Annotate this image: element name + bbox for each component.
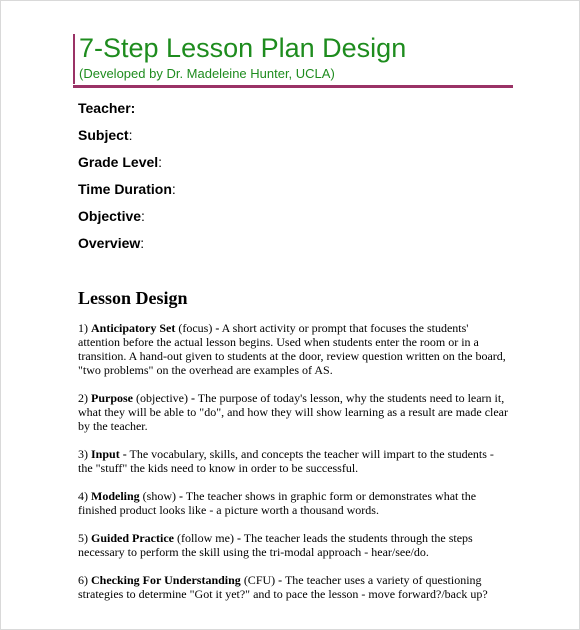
field-label: Time Duration: [78, 181, 172, 197]
step-name: Guided Practice: [91, 531, 174, 545]
step-text: The vocabulary, skills, and concepts the teacher will impart to the students - the "stuff" the kids need to know in order to be successful.: [78, 447, 494, 475]
step-purpose: [78, 391, 510, 433]
step-name: Input: [91, 447, 120, 461]
step-paren: (focus): [178, 321, 213, 335]
step-text: The teacher shows in graphic form or demonstrates what the finished product looks like - a picture worth a thousand words.: [78, 489, 477, 517]
field-grade-level: [78, 154, 176, 181]
step-dash: -: [179, 489, 183, 503]
step-paren: (CFU): [243, 573, 276, 587]
step-guided-practice: [78, 531, 510, 559]
field-colon: :: [128, 127, 133, 143]
step-name: Checking For Understanding: [91, 573, 241, 587]
field-colon: :: [158, 154, 163, 170]
step-text: The purpose of today's lesson, why the students need to learn it, what they will be able to "do", and how they will show learning as a result are made clear by the teacher.: [78, 391, 508, 433]
step-number: 1): [78, 321, 88, 335]
lesson-steps-list: [78, 321, 510, 615]
field-label: Objective: [78, 208, 142, 224]
step-paren: (objective): [136, 391, 188, 405]
step-paren: (follow me): [176, 531, 234, 545]
field-colon: :: [140, 235, 145, 251]
step-number: 6): [78, 573, 88, 587]
step-dash: -: [190, 391, 195, 405]
step-number: 5): [78, 531, 88, 545]
field-label: Grade Level: [78, 154, 159, 170]
lesson-info-fields: [78, 100, 176, 262]
field-colon: :: [141, 208, 145, 224]
step-checking-for-understanding: [78, 573, 510, 601]
step-text: The teacher uses a variety of questioning strategies to determine "Got it yet?" and to pace the lesson - move forward?/back up?: [78, 573, 488, 601]
document-title: 7-Step Lesson Plan Design: [79, 33, 407, 63]
step-dash: -: [122, 447, 127, 461]
field-colon: :: [130, 100, 136, 116]
step-modeling: [78, 489, 510, 517]
title-accent-bar: [73, 34, 75, 84]
step-dash: -: [278, 573, 283, 587]
field-label: Subject: [78, 127, 129, 143]
document-subtitle: (Developed by Dr. Madeleine Hunter, UCLA): [79, 66, 335, 81]
field-label: Overview: [78, 235, 141, 251]
title-divider: [73, 85, 513, 88]
step-name: Purpose: [91, 391, 133, 405]
step-paren: (show): [142, 489, 176, 503]
field-label: Teacher: [78, 100, 131, 116]
field-teacher: [78, 100, 176, 127]
step-name: Anticipatory Set: [91, 321, 176, 335]
step-number: 3): [78, 447, 88, 461]
lesson-design-heading: Lesson Design: [78, 288, 188, 308]
step-anticipatory-set: [78, 321, 510, 377]
step-name: Modeling: [91, 489, 140, 503]
field-objective: [78, 208, 176, 235]
step-dash: -: [236, 531, 241, 545]
step-text: A short activity or prompt that focuses the students' attention before the actual lesson begins. Used when students enter the room or in a transition. A hand-out given to students at the door, review question written on the board, "two problems" on the overhead are examples of AS.: [78, 321, 506, 377]
step-number: 2): [78, 391, 88, 405]
field-time-duration: [78, 181, 176, 208]
field-subject: [78, 127, 176, 154]
field-colon: :: [171, 181, 176, 197]
step-input: [78, 447, 510, 475]
step-number: 4): [78, 489, 88, 503]
field-overview: [78, 235, 176, 262]
step-dash: -: [215, 321, 220, 335]
step-text: The teacher leads the students through the steps necessary to perform the skill using the tri-modal approach - hear/see/do.: [78, 531, 473, 559]
